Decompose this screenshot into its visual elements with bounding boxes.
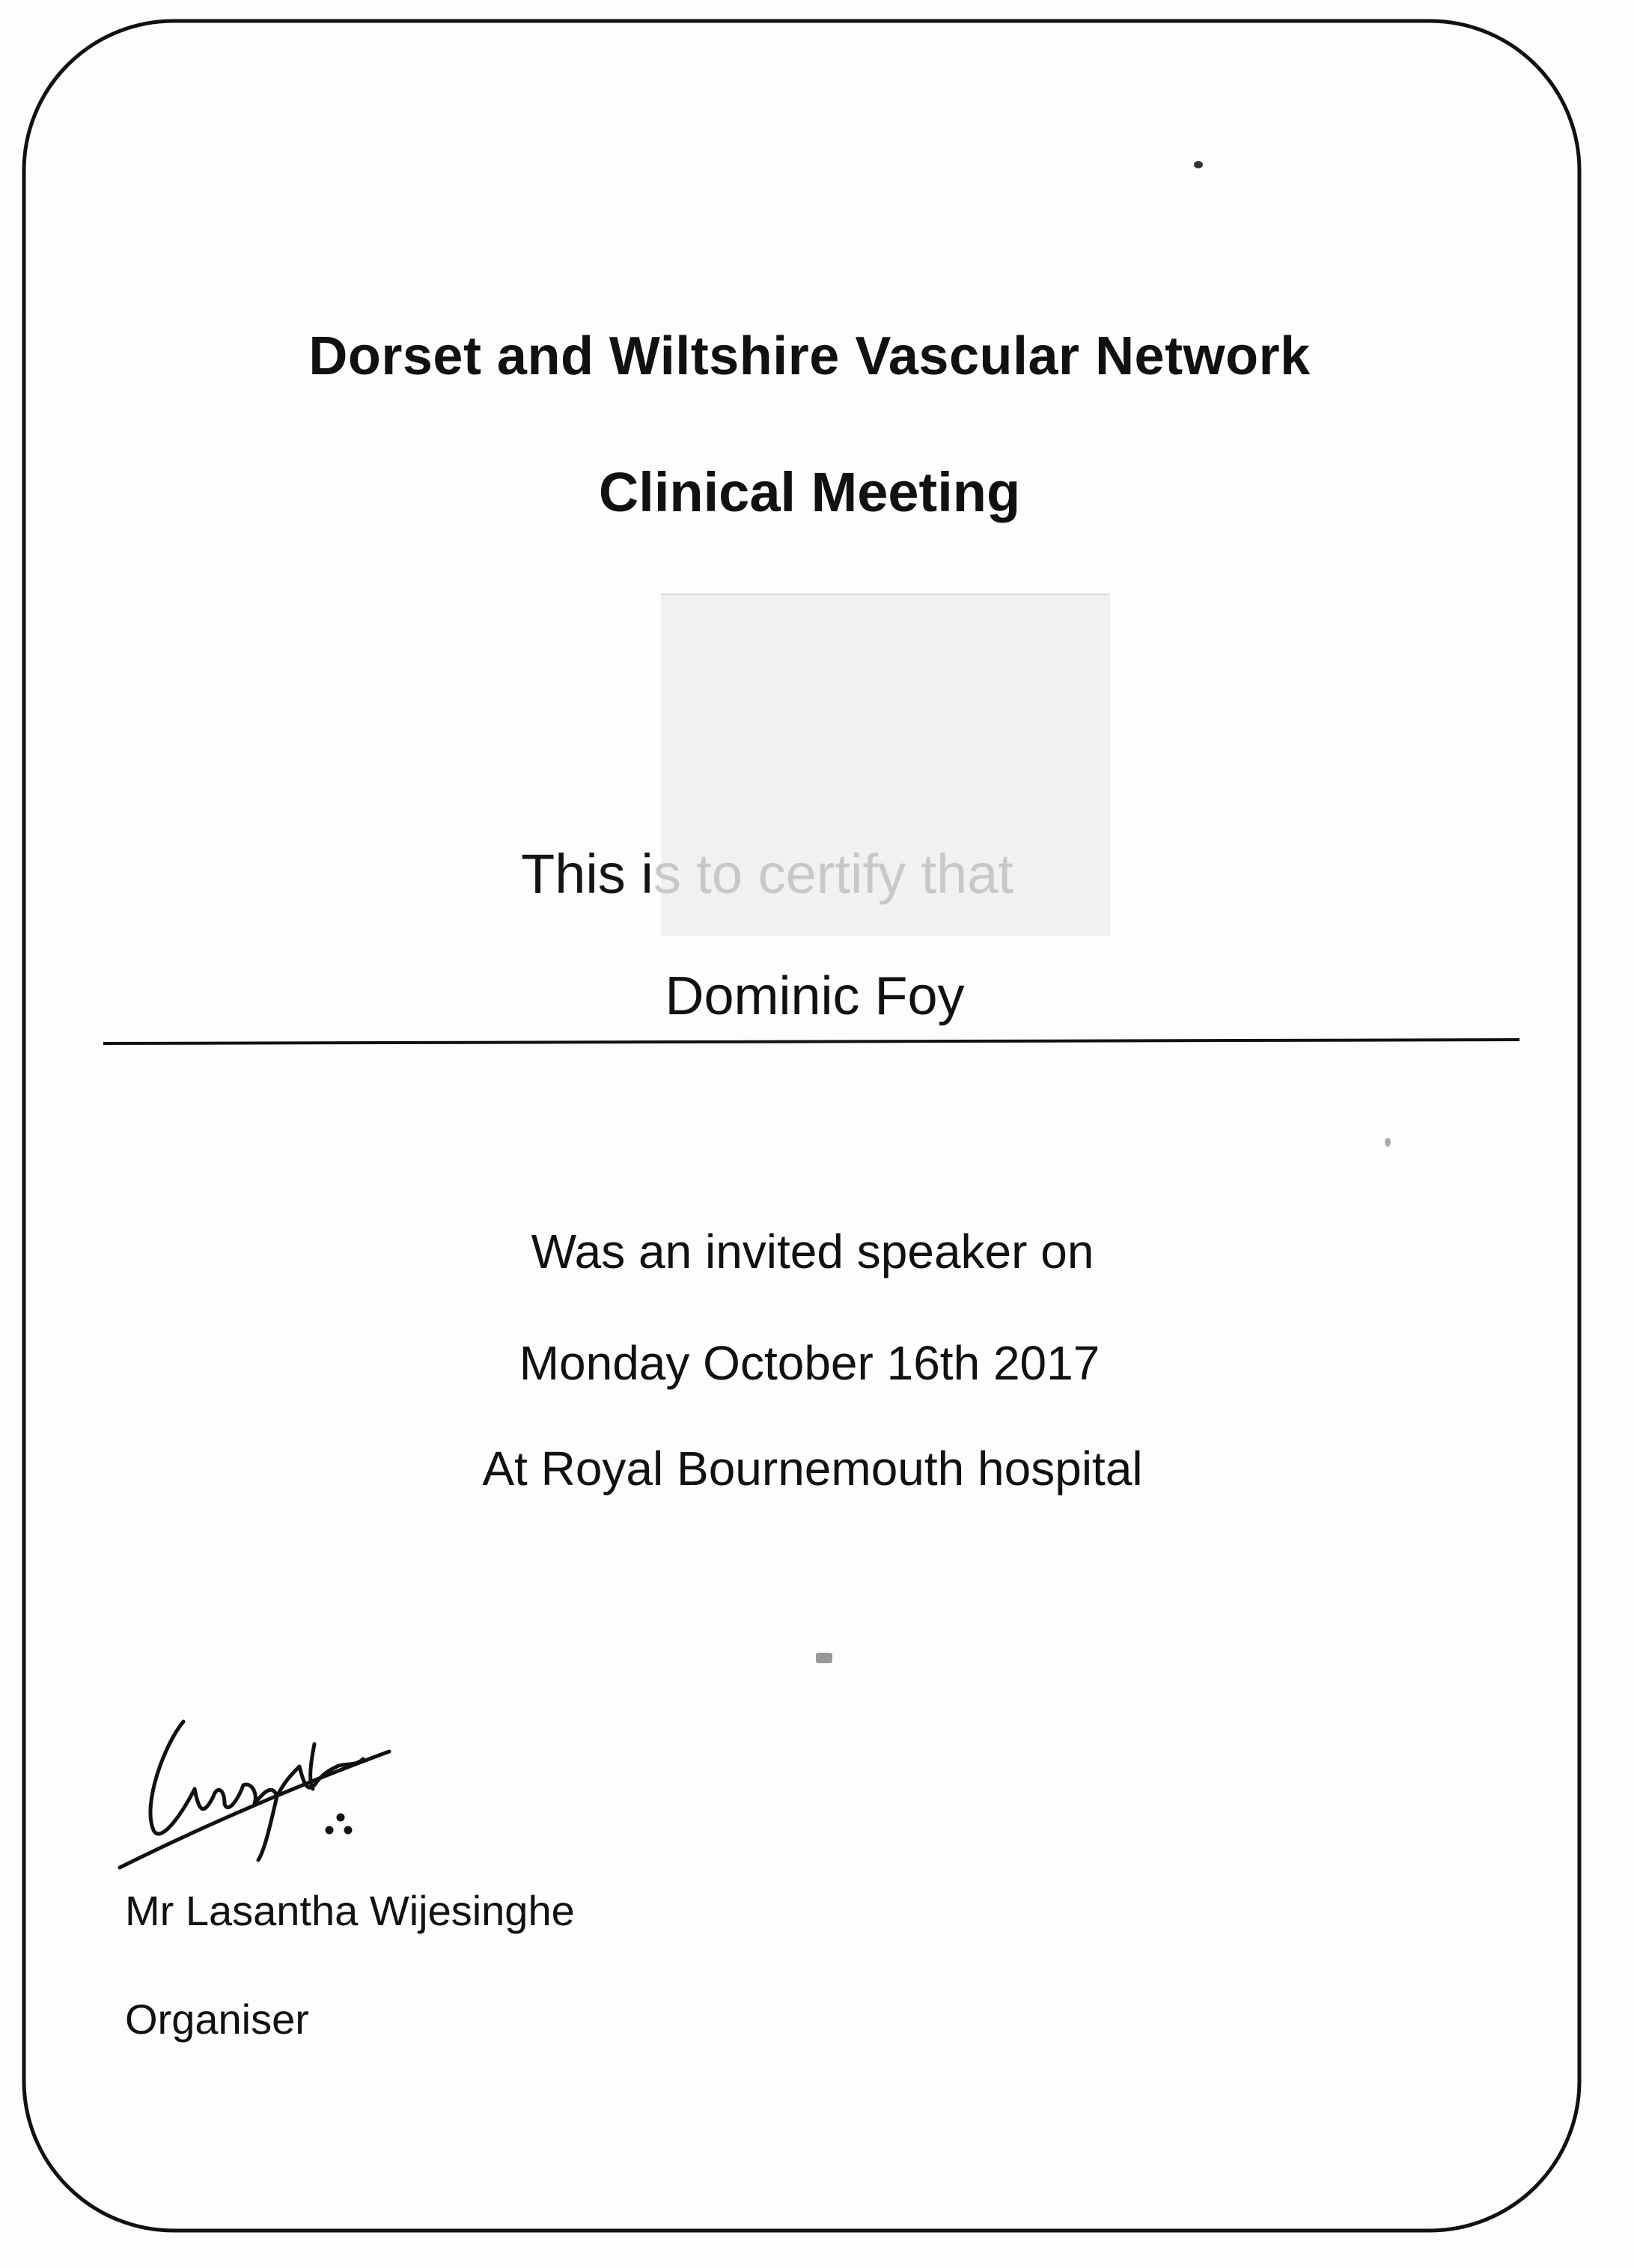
certify-lead: This i	[521, 843, 653, 905]
event-date: Monday October 16th 2017	[519, 1336, 1100, 1390]
handwritten-signature	[112, 1699, 412, 1871]
event-venue: At Royal Bournemouth hospital	[482, 1442, 1143, 1496]
scan-speck	[1385, 1138, 1391, 1147]
signatory-name: Mr Lasantha Wijesinghe	[125, 1887, 575, 1934]
scan-speck	[816, 1653, 832, 1663]
recipient-name: Dominic Foy	[665, 966, 965, 1026]
organisation-title: Dorset and Wiltshire Vascular Network	[308, 326, 1311, 386]
certify-rest: s to certify that	[653, 843, 1013, 905]
scan-speck	[1194, 161, 1203, 168]
event-title: Clinical Meeting	[598, 461, 1021, 523]
statement-text: Was an invited speaker on	[531, 1225, 1094, 1278]
signatory-role: Organiser	[125, 1996, 309, 2043]
certify-line	[521, 842, 1013, 906]
